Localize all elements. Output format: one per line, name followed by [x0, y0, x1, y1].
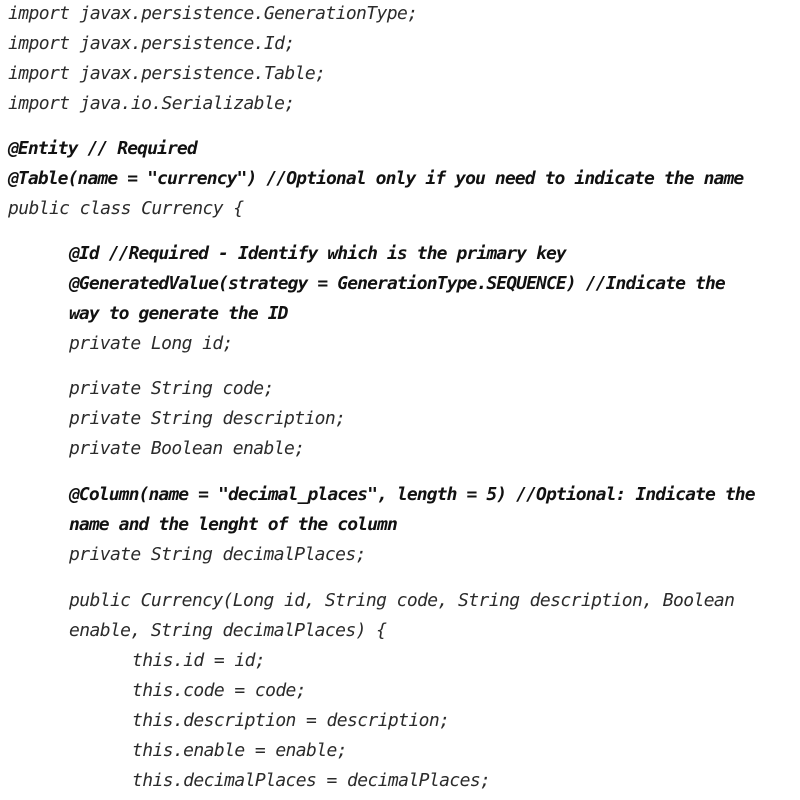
code-line: private String decimalPlaces;	[69, 544, 366, 565]
code-line: this.code = code;	[132, 680, 307, 701]
code-line: import javax.persistence.Table;	[8, 63, 326, 84]
code-line: import javax.persistence.Id;	[8, 33, 295, 54]
code-line-annotation: @Table(name = "currency") //Optional only if you need to indicate the name	[8, 168, 744, 189]
code-line: public Currency(Long id, String code, String description, Boolean	[69, 590, 735, 611]
code-line-annotation: @Column(name = "decimal_places", length = 5) //Optional: Indicate the	[69, 484, 755, 505]
code-line: import javax.persistence.GenerationType;	[8, 3, 418, 24]
code-line: private String code;	[69, 378, 274, 399]
code-line: private Boolean enable;	[69, 438, 305, 459]
code-line-annotation: @Id //Required - Identify which is the primary key	[69, 243, 566, 264]
code-line: this.enable = enable;	[132, 740, 347, 761]
code-line: this.description = description;	[132, 710, 450, 731]
code-line-annotation: name and the lenght of the column	[69, 514, 397, 535]
code-line: this.decimalPlaces = decimalPlaces;	[132, 770, 491, 791]
code-line: private String description;	[69, 408, 346, 429]
code-line-annotation: @Entity // Required	[8, 138, 197, 159]
code-line: this.id = id;	[132, 650, 266, 671]
code-line-annotation: way to generate the ID	[69, 303, 288, 324]
code-line-annotation: @GeneratedValue(strategy = GenerationType.SEQUENCE) //Indicate the	[69, 273, 725, 294]
code-line: private Long id;	[69, 333, 233, 354]
code-line: enable, String decimalPlaces) {	[69, 620, 387, 641]
code-line: public class Currency {	[8, 198, 244, 219]
code-line: import java.io.Serializable;	[8, 93, 295, 114]
